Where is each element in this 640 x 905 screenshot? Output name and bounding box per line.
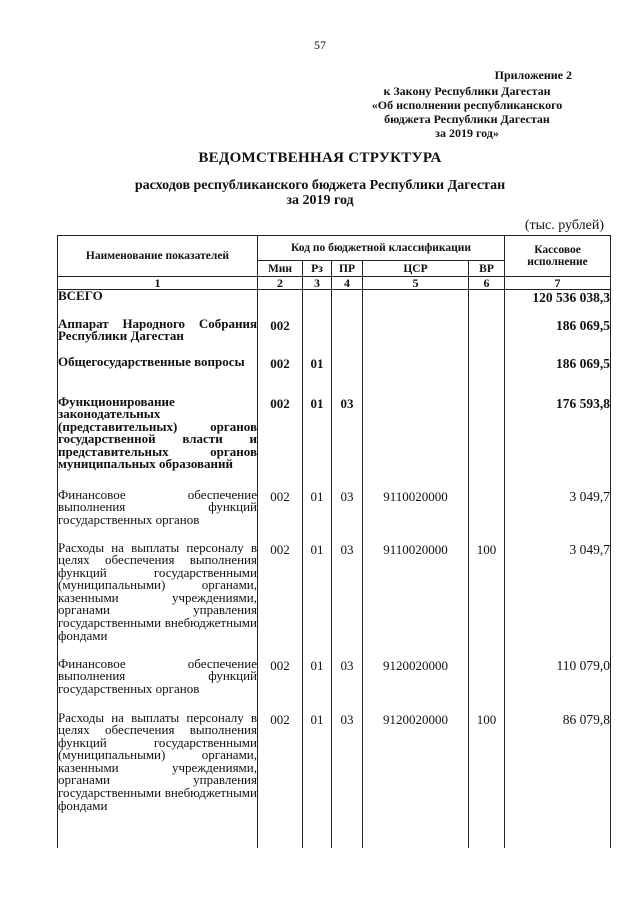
column-number: 2 [258,277,303,290]
row-pr: 03 [332,712,363,848]
header-sum: Кассовое исполнение [505,236,611,277]
row-csr: 9110020000 [363,542,469,658]
row-vr: 100 [469,542,505,658]
row-sum: 86 079,8 [505,712,611,848]
row-vr [469,396,505,489]
row-sum: 120 536 038,3 [505,290,611,318]
row-name: Расходы на выплаты персоналу в целях обеспечения выполнения функций государственными (муниципальными) органами, казенными учреждениями, органами управления государственными внебюджетными фондами [58,712,258,848]
row-min: 002 [258,356,303,396]
row-pr [332,290,363,318]
appendix-block [362,68,572,140]
appendix-line: «Об исполнении республиканского [371,98,563,112]
row-min: 002 [258,318,303,356]
row-rz [303,290,332,318]
row-csr [363,396,469,489]
row-vr [469,290,505,318]
row-csr [363,290,469,318]
row-pr: 03 [332,658,363,712]
row-sum: 186 069,5 [505,356,611,396]
appendix-title: Приложение 2 [494,68,572,82]
column-number: 3 [303,277,332,290]
row-rz: 01 [303,542,332,658]
subtitle-line: за 2019 год [286,193,354,208]
row-csr: 9120020000 [363,658,469,712]
row-sum: 186 069,5 [505,318,611,356]
document-subtitle [0,178,640,208]
row-csr: 9120020000 [363,712,469,848]
header-code-group: Код по бюджетной классификации [258,236,505,261]
row-name: Финансовое обеспечение выполнения функций государственных органов [58,489,258,542]
table-row [58,542,611,658]
row-rz: 01 [303,396,332,489]
table-row [58,396,611,489]
column-number: 1 [58,277,258,290]
row-min: 002 [258,542,303,658]
table-row [58,489,611,542]
column-number: 7 [505,277,611,290]
row-vr [469,658,505,712]
row-rz: 01 [303,658,332,712]
table-row [58,290,611,318]
row-sum: 176 593,8 [505,396,611,489]
table-row [58,658,611,712]
row-pr [332,318,363,356]
column-number: 5 [363,277,469,290]
table-row [58,712,611,848]
row-name: Аппарат Народного Собрания Республики Дагестан [58,318,258,356]
row-name: Финансовое обеспечение выполнения функций государственных органов [58,658,258,712]
row-csr [363,356,469,396]
row-min: 002 [258,658,303,712]
row-pr: 03 [332,542,363,658]
row-name: Общегосударственные вопросы [58,356,258,396]
header-vr: ВР [469,261,505,277]
header-name: Наименование показателей [58,236,258,277]
appendix-line: бюджета Республики Дагестан [384,112,550,126]
row-name: Расходы на выплаты персоналу в целях обеспечения выполнения функций государственными (муниципальными) органами, казенными учреждениями, органами управления государственными внебюджетными фондами [58,542,258,658]
units-label: (тыс. рублей) [524,218,604,233]
row-rz [303,318,332,356]
row-sum: 110 079,0 [505,658,611,712]
header-csr: ЦСР [363,261,469,277]
row-rz: 01 [303,356,332,396]
document-title: ВЕДОМСТВЕННАЯ СТРУКТУРА [198,150,442,166]
row-sum: 3 049,7 [505,489,611,542]
row-pr: 03 [332,396,363,489]
row-min: 002 [258,489,303,542]
table-row [58,356,611,396]
table-row [58,318,611,356]
row-csr [363,318,469,356]
row-sum: 3 049,7 [505,542,611,658]
column-number: 4 [332,277,363,290]
row-pr: 03 [332,489,363,542]
header-rz: Рз [303,261,332,277]
row-vr: 100 [469,712,505,848]
column-number: 6 [469,277,505,290]
row-vr [469,318,505,356]
row-name: Функционирование законодательных (представительных) органов государственной власти и представительных органов муниципальных образований [58,396,258,489]
header-pr: ПР [332,261,363,277]
row-min: 002 [258,396,303,489]
row-min: 002 [258,712,303,848]
page-number: 57 [314,38,326,52]
row-name: ВСЕГО [58,290,258,318]
row-vr [469,489,505,542]
budget-table [57,235,611,848]
header-min: Мин [258,261,303,277]
appendix-line: к Закону Республики Дагестан [383,84,551,98]
row-pr [332,356,363,396]
row-min [258,290,303,318]
row-rz: 01 [303,712,332,848]
subtitle-line: расходов республиканского бюджета Республики Дагестан [134,178,506,193]
row-rz: 01 [303,489,332,542]
row-vr [469,356,505,396]
appendix-line: за 2019 год» [435,126,499,140]
row-csr: 9110020000 [363,489,469,542]
